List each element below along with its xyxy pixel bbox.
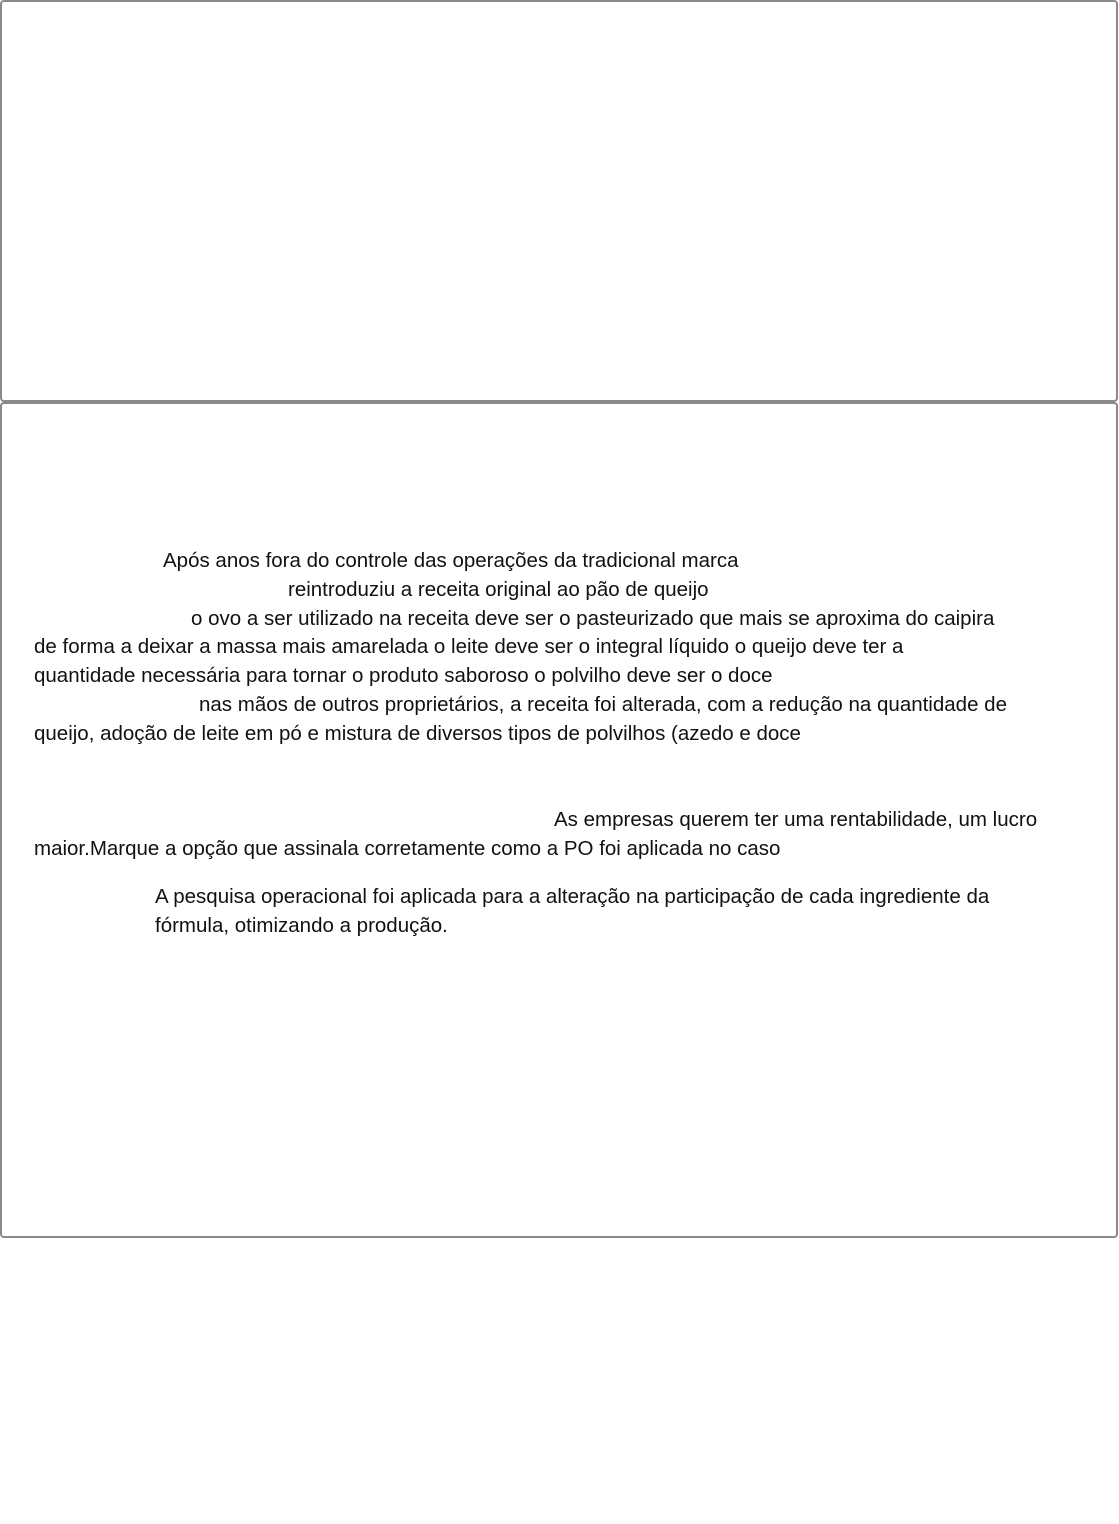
question-line: quantidade necessária para tornar o produto saboroso o polvilho deve ser o doce	[34, 664, 773, 687]
question-prompt-line: maior.Marque a opção que assinala corretamente como a PO foi aplicada no caso	[34, 837, 781, 860]
question-line: nas mãos de outros proprietários, a receita foi alterada, com a redução na quantidade de	[199, 693, 1007, 716]
question-line: queijo, adoção de leite em pó e mistura de diversos tipos de polvilhos (azedo e doce	[34, 722, 801, 745]
question-prompt-line: As empresas querem ter uma rentabilidade, um lucro	[554, 808, 1038, 831]
top-panel	[0, 0, 1118, 402]
question-line: Após anos fora do controle das operações da tradicional marca	[163, 549, 739, 572]
question-line: o ovo a ser utilizado na receita deve ser o pasteurizado que mais se aproxima do caipira	[191, 607, 995, 630]
question-line: reintroduziu a receita original ao pão de queijo	[288, 578, 709, 601]
answer-line: A pesquisa operacional foi aplicada para a alteração na participação de cada ingrediente da	[155, 885, 990, 908]
question-line: de forma a deixar a massa mais amarelada o leite deve ser o integral líquido o queijo deve ter a	[34, 635, 904, 658]
answer-line: fórmula, otimizando a produção.	[155, 914, 448, 937]
